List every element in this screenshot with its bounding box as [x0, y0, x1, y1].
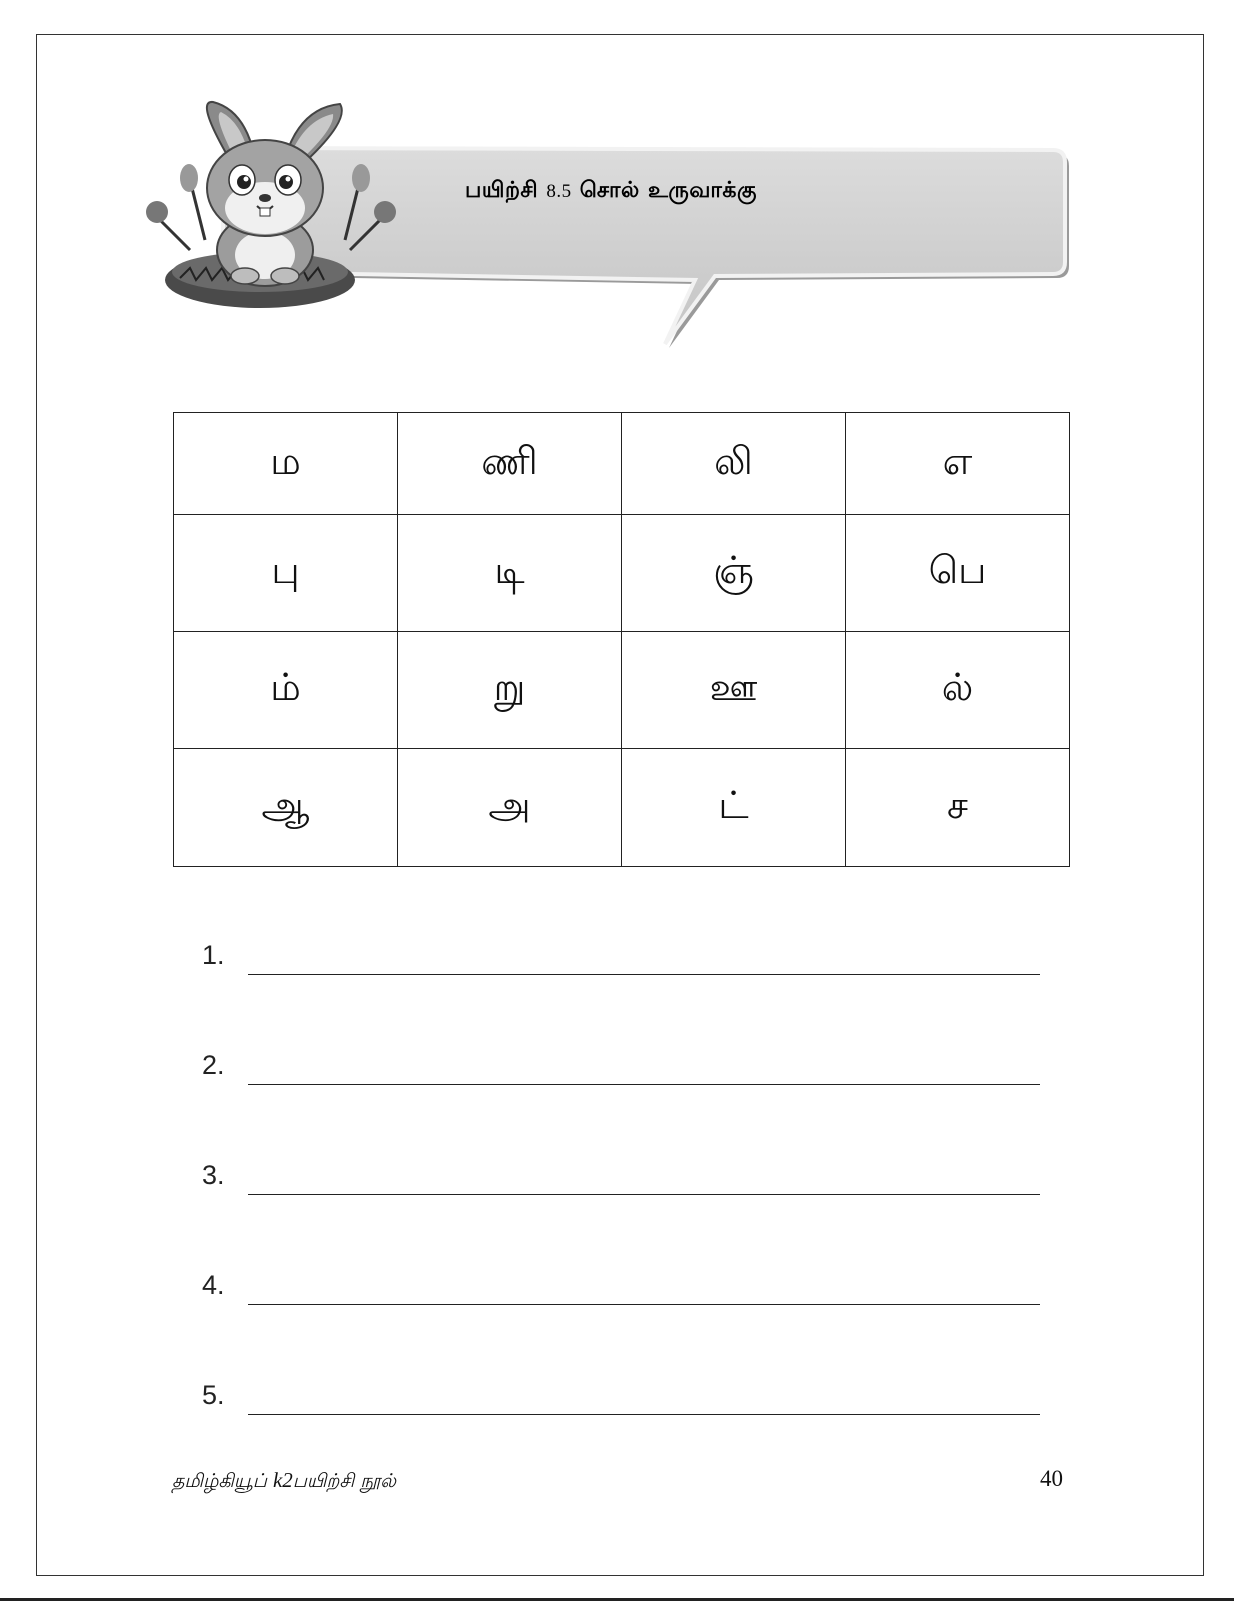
grid-cell: அ — [398, 749, 622, 867]
grid-cell: ச — [846, 749, 1070, 867]
grid-cell: று — [398, 632, 622, 749]
answer-row — [200, 940, 1040, 1050]
answer-row — [200, 1270, 1040, 1380]
answer-blank-line[interactable] — [248, 974, 1040, 975]
grid-row — [174, 632, 1070, 749]
grid-cell: ஆ — [174, 749, 398, 867]
answer-blank-line[interactable] — [248, 1414, 1040, 1415]
grid-cell: லி — [622, 413, 846, 515]
answer-number: 4. — [202, 1270, 225, 1300]
grid-cell: ல் — [846, 632, 1070, 749]
footer-title-end: பயிற்சி நூல் — [292, 1470, 397, 1492]
answer-number: 5. — [202, 1380, 225, 1410]
answer-number: 1. — [202, 940, 225, 970]
footer-book-title — [172, 1468, 396, 1495]
grid-cell: டி — [398, 515, 622, 632]
grid-cell: ம் — [174, 632, 398, 749]
grid-cell: ஞ் — [622, 515, 846, 632]
exercise-title-prefix: பயிற்சி — [465, 178, 539, 203]
grid-row — [174, 413, 1070, 515]
exercise-number: 8.5 — [546, 181, 572, 202]
grid-cell: ணி — [398, 413, 622, 515]
answer-number: 3. — [202, 1160, 225, 1190]
exercise-title-suffix: சொல் உருவாக்கு — [579, 178, 757, 203]
answer-blank-line[interactable] — [248, 1084, 1040, 1085]
answer-list — [200, 940, 1040, 1490]
grid-cell: எ — [846, 413, 1070, 515]
banner-graphic — [135, 100, 1095, 360]
grid-row — [174, 515, 1070, 632]
grid-row — [174, 749, 1070, 867]
exercise-banner — [135, 100, 1095, 360]
exercise-title — [465, 178, 757, 206]
letter-grid — [173, 412, 1070, 867]
grid-cell: ம — [174, 413, 398, 515]
answer-blank-line[interactable] — [248, 1304, 1040, 1305]
grid-cell: பெ — [846, 515, 1070, 632]
bottom-rule — [0, 1598, 1234, 1601]
grid-cell: ஊ — [622, 632, 846, 749]
grid-cell: பு — [174, 515, 398, 632]
page-number: 40 — [1040, 1466, 1063, 1491]
answer-blank-line[interactable] — [248, 1194, 1040, 1195]
footer-title-start: தமிழ்கியூப் — [172, 1470, 267, 1492]
answer-number: 2. — [202, 1050, 225, 1080]
grid-cell: ட் — [622, 749, 846, 867]
answer-row — [200, 1160, 1040, 1270]
footer-title-k2: k2 — [272, 1468, 293, 1492]
answer-row — [200, 1050, 1040, 1160]
